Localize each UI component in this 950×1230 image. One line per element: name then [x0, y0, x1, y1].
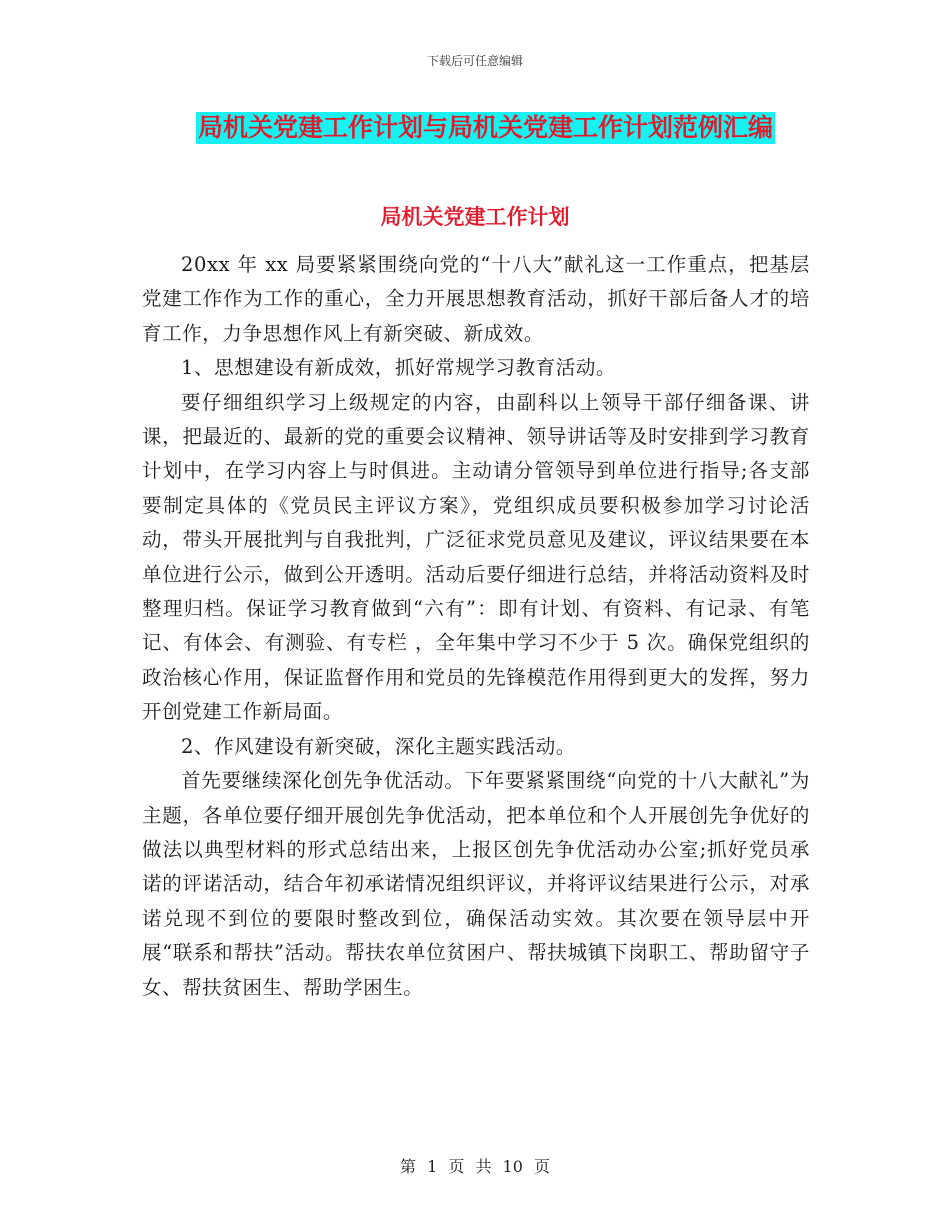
page-number-footer: 第 1 页 共 10 页: [400, 1157, 550, 1176]
body-paragraph: 1、思想建设有新成效，抓好常规学习教育活动。: [181, 356, 617, 380]
header-note: 下载后可任意编辑: [426, 54, 523, 68]
document-title: 局机关党建工作计划与局机关党建工作计划范例汇编: [198, 113, 774, 142]
body-paragraph: 首先要继续深化创先争优活动。下年要紧紧围绕“向党的十八大献礼”为主题，各单位要仔细开展创先争优活动，把本单位和个人开展创先争优好的做法以典型材料的形式总结出来，上报区创先争优活动办公室;抓好党员承诺的评诺活动，结合年初承诺情况组织评议，并将评议结果进行公示，对承诺兑现不到位的要限时整改到位，确保活动实效。其次要在领导层中开展“联系和帮扶”活动。帮扶农单位贫困户、帮扶城镇下岗职工、帮助留守子女、帮扶贫困生、帮助学困生。: [142, 769, 810, 999]
body-paragraph: 2、作风建设有新突破，深化主题实践活动。: [181, 734, 576, 758]
section-title: 局机关党建工作计划: [380, 205, 570, 229]
body-paragraph: 要仔细组织学习上级规定的内容，由副科以上领导干部仔细备课、讲课，把最近的、最新的党的重要会议精神、领导讲话等及时安排到学习教育计划中，在学习内容上与时俱进。主动请分管领导到单位进行指导;各支部要制定具体的《党员民主评议方案》，党组织成员要积极参加学习讨论活动，带头开展批判与自我批判，广泛征求党员意见及建议，评议结果要在本单位进行公示，做到公开透明。活动后要仔细进行总结，并将活动资料及时整理归档。保证学习教育做到“六有”：即有计划、有资料、有记录、有笔记、有体会、有测验、有专栏 ，全年集中学习不少于 5 次。确保党组织的政治核心作用，保证监督作用和党员的先锋模范作用得到更大的发挥，努力开创党建工作新局面。: [142, 390, 810, 724]
body-paragraph: 20xx 年 xx 局要紧紧围绕向党的“十八大”献礼这一工作重点，把基层党建工作作为工作的重心，全力开展思想教育活动，抓好干部后备人才的培育工作，力争思想作风上有新突破、新成效。: [142, 253, 810, 345]
document-body: [142, 248, 810, 1005]
